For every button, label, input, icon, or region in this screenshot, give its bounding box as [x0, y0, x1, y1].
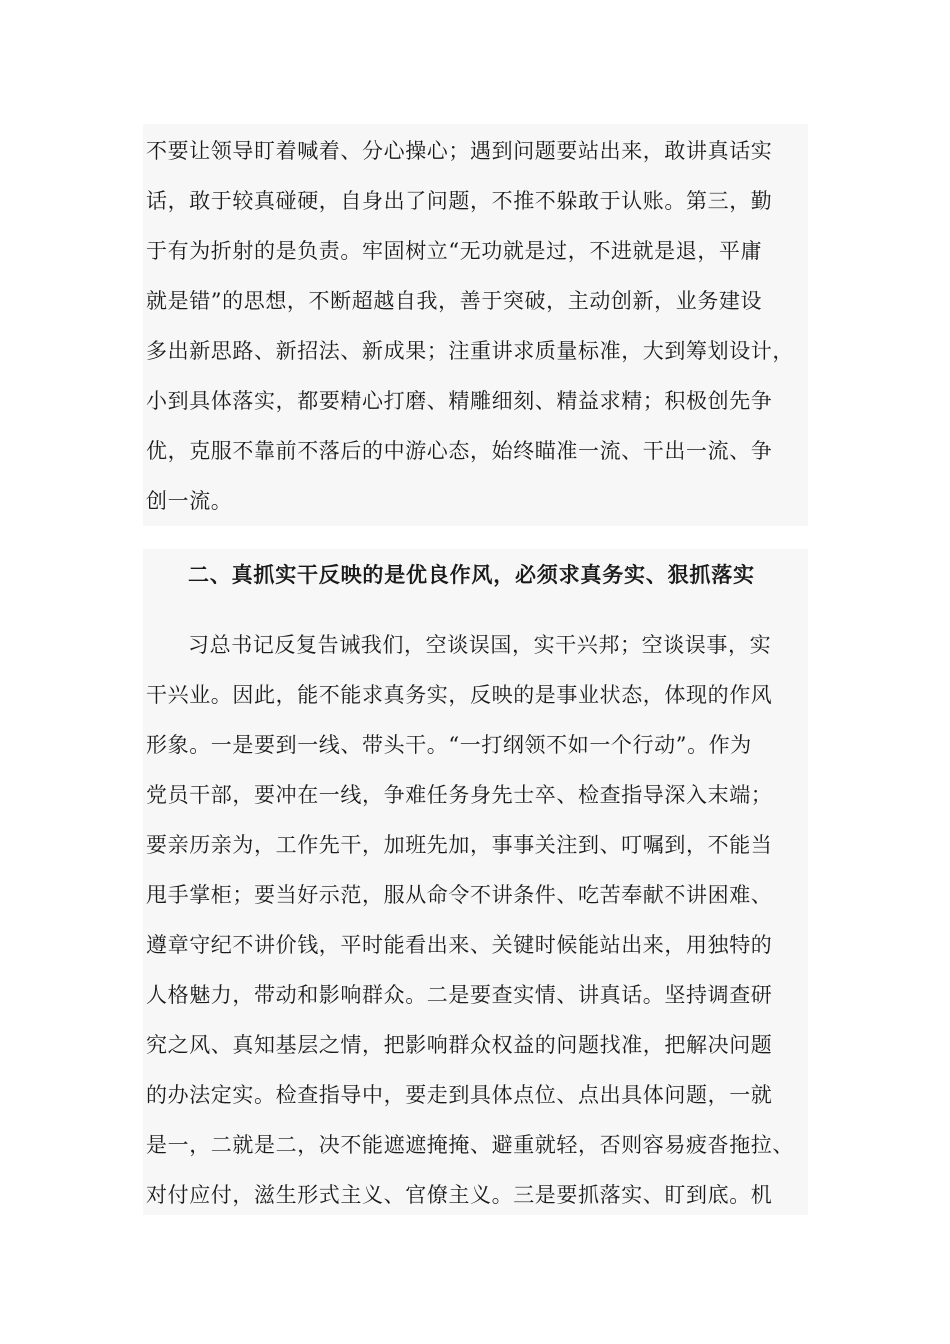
- paragraph-1-line: 小到具体落实，都要精心打磨、精雕细刻、精益求精；积极创先争: [146, 389, 773, 413]
- section-2-line: 遵章守纪不讲价钱，平时能看出来、关键时候能站出来，用独特的: [146, 933, 773, 957]
- section-2-line: 对付应付，滋生形式主义、官僚主义。三是要抓落实、盯到底。机: [146, 1183, 773, 1207]
- paragraph-1-line: 多出新思路、新招法、新成果；注重讲求质量标准，大到筹划设计，: [146, 339, 794, 363]
- section-2-line: 人格魅力，带动和影响群众。二是要查实情、讲真话。坚持调查研: [146, 983, 773, 1007]
- section-heading: 二、真抓实干反映的是优良作风，必须求真务实、狠抓落实: [188, 562, 755, 587]
- section-2-line: 是一，二就是二，决不能遮遮掩掩、避重就轻，否则容易疲沓拖拉、: [146, 1133, 794, 1157]
- paragraph-1-line: 不要让领导盯着喊着、分心操心；遇到问题要站出来，敢讲真话实: [146, 139, 773, 163]
- paragraph-1-line: 创一流。: [146, 489, 233, 513]
- paragraph-1-line: 话，敢于较真碰硬，自身出了问题，不推不躲敢于认账。第三，勤: [146, 189, 773, 213]
- paragraph-1-line: 就是错”的思想，不断超越自我，善于突破，主动创新，业务建设: [146, 289, 763, 313]
- section-2-line: 习总书记反复告诫我们，空谈误国，实干兴邦；空谈误事，实: [188, 633, 772, 657]
- section-2-line: 究之风、真知基层之情，把影响群众权益的问题找准，把解决问题: [146, 1033, 773, 1057]
- section-2-line: 党员干部，要冲在一线，争难任务身先士卒、检查指导深入末端；: [146, 783, 773, 807]
- paragraph-1-line: 优，克服不靠前不落后的中游心态，始终瞄准一流、干出一流、争: [146, 439, 773, 463]
- section-2-line: 甩手掌柜；要当好示范，服从命令不讲条件、吃苦奉献不讲困难、: [146, 883, 773, 907]
- section-2-line: 要亲历亲为，工作先干，加班先加，事事关注到、叮嘱到，不能当: [146, 833, 773, 857]
- paragraph-1-line: 于有为折射的是负责。牢固树立“无功就是过，不进就是退，平庸: [146, 239, 763, 263]
- section-2-line: 的办法定实。检查指导中，要走到具体点位、点出具体问题，一就: [146, 1083, 773, 1107]
- section-2-line: 干兴业。因此，能不能求真务实，反映的是事业状态，体现的作风: [146, 683, 773, 707]
- section-2-line: 形象。一是要到一线、带头干。“一打纲领不如一个行动”。作为: [146, 733, 752, 757]
